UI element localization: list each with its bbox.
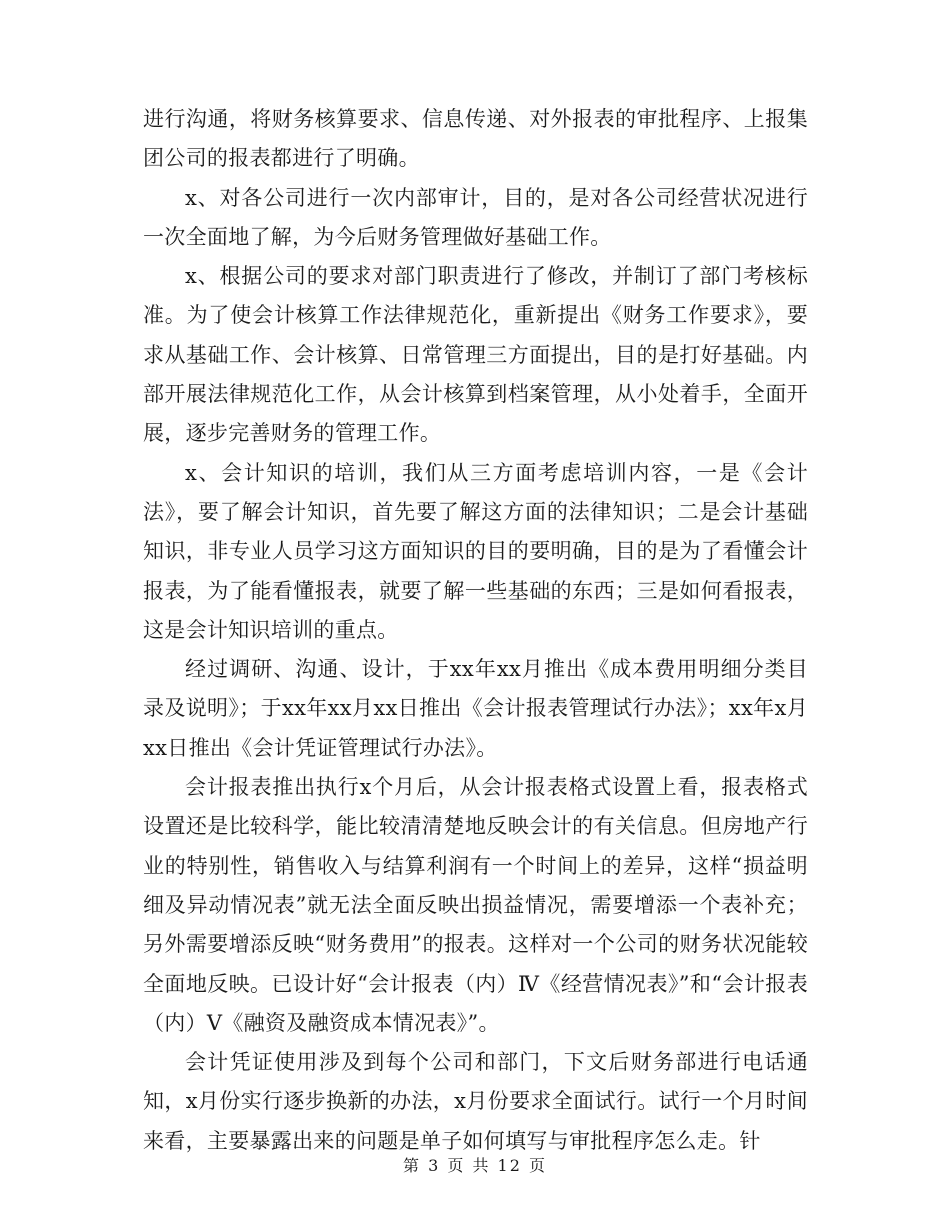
paragraph-2: x、对各公司进行一次内部审计，目的，是对各公司经营状况进行一次全面地了解，为今后财务管理做好基础工作。 [143, 185, 808, 249]
paragraph-6: 会计报表推出执行x个月后，从会计报表格式设置上看，报表格式设置还是比较科学，能比较清清楚地反映会计的有关信息。但房地产行业的特别性，销售收入与结算利润有一个时间上的差异，这样“损益明细及异动情况表”就无法全面反映出损益情况，需要增添一个表补充；另外需要增添反映“财务费用”的报表。这样对一个公司的财务状况能较全面地反映。已设计好“会计报表（内）Ⅳ《经营情况表》”和“会计报表（内）Ⅴ《融资及融资成本情况表》”。 [143, 775, 808, 1035]
paragraph-4: x、会计知识的培训，我们从三方面考虑培训内容，一是《会计法》，要了解会计知识，首先要了解这方面的法律知识；二是会计基础知识，非专业人员学习这方面知识的目的要明确，目的是为了看懂会计报表，为了能看懂报表，就要了解一些基础的东西；三是如何看报表，这是会计知识培训的重点。 [143, 460, 808, 642]
body-text [143, 100, 808, 1161]
paragraph-3: x、根据公司的要求对部门职责进行了修改，并制订了部门考核标准。为了使会计核算工作法律规范化，重新提出《财务工作要求》，要求从基础工作、会计核算、日常管理三方面提出，目的是打好基础。内部开展法律规范化工作，从会计核算到档案管理，从小处着手，全面开展，逐步完善财务的管理工作。 [143, 264, 808, 446]
paragraph-5: 经过调研、沟通、设计，于xx年xx月推出《成本费用明细分类目录及说明》；于xx年xx月xx日推出《会计报表管理试行办法》；xx年x月xx日推出《会计凭证管理试行办法》。 [143, 657, 808, 760]
paragraph-1: 进行沟通，将财务核算要求、信息传递、对外报表的审批程序、上报集团公司的报表都进行了明确。 [143, 107, 808, 171]
paragraph-7: 会计凭证使用涉及到每个公司和部门，下文后财务部进行电话通知，x月份实行逐步换新的办法，x月份要求全面试行。试行一个月时间来看，主要暴露出来的问题是单子如何填写与审批程序怎么走。针 [143, 1050, 808, 1153]
page-footer: 第 3 页 共 12 页 [403, 1156, 547, 1175]
